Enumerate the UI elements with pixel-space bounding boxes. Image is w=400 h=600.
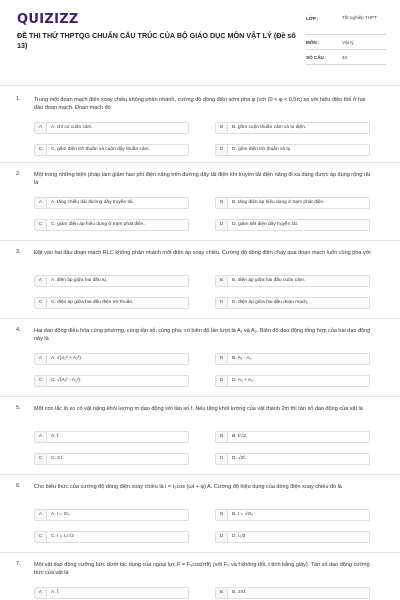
option-c[interactable] — [34, 297, 189, 309]
question-number: 7. — [16, 561, 21, 567]
option-letter: D — [216, 376, 228, 386]
option-text: B. tăng điện áp hiệu dụng ở trạm phát điện. — [232, 200, 325, 205]
option-b[interactable] — [215, 587, 370, 599]
option-letter: B — [216, 510, 228, 520]
option-letter: C — [35, 532, 47, 542]
option-b[interactable] — [215, 353, 370, 365]
option-text: A. tăng chiều dài đường dây truyền tải. — [51, 200, 134, 205]
option-a[interactable] — [34, 587, 189, 599]
option-text: C. 2 f. — [51, 456, 64, 461]
option-text: C. gồm điện trở thuần và cuộn dây thuần cảm. — [51, 147, 150, 152]
option-text: B. A₁ - A₂. — [232, 356, 253, 361]
option-text: C. điện áp giữa hai đầu điện trở thuần. — [51, 300, 134, 305]
option-letter: A — [35, 432, 47, 442]
option-text: B. 2πf. — [232, 590, 247, 595]
option-d[interactable] — [215, 375, 370, 387]
option-text: C. I = I₀/√2 — [51, 534, 74, 539]
question-item — [0, 85, 400, 162]
question-number: 6. — [16, 483, 21, 489]
question-text: Đặt vào hai đầu đoạn mạch RLC không phân nhánh một điện áp xoay chiều. Cường độ dòng điện chạy qua đoạn mạch luôn cùng pha với — [34, 250, 371, 256]
option-text: D. điện áp giữa hai đầu đoạn mạch. — [232, 300, 309, 305]
option-letter: D — [216, 145, 228, 155]
option-letter: B — [216, 276, 228, 286]
question-text: Cho biểu thức của cường độ dòng điện xoay chiều là i = I₀cos (ωt + φ) A. Cường độ hiệu dụng của dòng điện xoay chiều đó là — [34, 484, 342, 490]
option-a[interactable] — [34, 122, 189, 134]
option-letter: A — [35, 588, 47, 598]
question-number: 2. — [16, 171, 21, 177]
option-d[interactable] — [215, 144, 370, 156]
option-letter: D — [216, 532, 228, 542]
meta-value: Vật lý — [342, 40, 354, 45]
option-letter: D — [216, 220, 228, 230]
option-text: C. √(A₁² - A₂²). — [51, 378, 82, 383]
question-number: 4. — [16, 327, 21, 333]
option-letter: B — [216, 354, 228, 364]
option-c[interactable] — [34, 453, 189, 465]
option-letter: D — [216, 298, 228, 308]
option-text: D. √2f. — [232, 456, 247, 461]
option-text: A. I = 2I₀ — [51, 512, 70, 517]
question-text: Trong một đoạn mạch điện xoay chiều không phân nhánh, cường độ dòng điện sớm pha φ (với (0 < φ < 0,5π) so với hiệu điện thế ở hai đầu đoạn mạch. Đoạn mạch đó — [34, 97, 366, 112]
option-text: D. I₀/2 — [232, 534, 246, 539]
option-a[interactable] — [34, 431, 189, 443]
option-d[interactable] — [215, 297, 370, 309]
question-text: Hai dao động điều hòa cùng phương, cùng tần số, cùng pha, có biên độ lần lượt là A₁ và A₂. Biên độ dao động tổng hợp của hai dao động này là — [34, 328, 371, 343]
meta-row-subject — [306, 35, 386, 50]
option-text: D. giảm tiết diện dây truyền tải. — [232, 222, 299, 227]
question-item — [0, 396, 400, 474]
option-b[interactable] — [215, 197, 370, 209]
question-text: Một vật dao động cưỡng bức dưới tác dụng của ngoại lực F = F₀cos(πft) (với F₀ và f không đổi, t tính bằng giây). Tần số dao động cưỡng bức của vật là — [34, 562, 370, 577]
option-a[interactable] — [34, 353, 189, 365]
option-b[interactable] — [215, 122, 370, 134]
option-letter: B — [216, 198, 228, 208]
option-text: C. giảm điện áp hiệu dụng ở trạm phát điện. — [51, 222, 145, 227]
option-c[interactable] — [34, 375, 189, 387]
option-b[interactable] — [215, 275, 370, 287]
question-number: 5. — [16, 405, 21, 411]
option-letter: C — [35, 454, 47, 464]
worksheet-title: ĐỀ THI THỬ THPTQG CHUẨN CẤU TRÚC CỦA BỘ GIÁO DỤC MÔN VẬT LÝ (Đề số 13) — [17, 31, 296, 50]
option-a[interactable] — [34, 275, 189, 287]
meta-key: SỐ CÂU : — [306, 55, 327, 60]
question-text: Một trong những biện pháp làm giảm hao phí điện năng trên đường dây tải điện khi truyền tải điện năng đi xa đang được áp dụng rộng rãi là — [34, 172, 370, 187]
quizizz-logo: QUIZIZZ — [17, 12, 79, 27]
option-letter: C — [35, 298, 47, 308]
option-a[interactable] — [34, 197, 189, 209]
option-letter: A — [35, 198, 47, 208]
option-d[interactable] — [215, 219, 370, 231]
option-text: A. f. — [51, 434, 60, 439]
option-letter: A — [35, 276, 47, 286]
question-item — [0, 318, 400, 396]
option-d[interactable] — [215, 531, 370, 543]
meta-key: MÔN : — [306, 40, 320, 45]
option-text: A. √(A₁² + A₂²). — [51, 356, 83, 361]
question-item — [0, 240, 400, 318]
meta-key: LỚP : — [306, 16, 319, 21]
meta-row-class — [306, 13, 386, 35]
option-text: B. gồm cuộn thuần cảm và tụ điện. — [232, 125, 307, 130]
option-text: D. gồm điện trở thuần và tụ. — [232, 147, 292, 152]
option-letter: C — [35, 220, 47, 230]
question-item — [0, 474, 400, 552]
question-number: 3. — [16, 249, 21, 255]
option-c[interactable] — [34, 531, 189, 543]
option-letter: A — [35, 123, 47, 133]
meta-row-count — [306, 50, 386, 65]
question-item — [0, 552, 400, 600]
option-text: A. f. — [51, 590, 60, 595]
option-c[interactable] — [34, 219, 189, 231]
worksheet-meta — [306, 13, 386, 65]
question-number: 1. — [16, 96, 21, 102]
option-text: B. f/√2. — [232, 434, 248, 439]
option-text: A. chỉ có cuộn cảm. — [51, 125, 93, 130]
option-b[interactable] — [215, 431, 370, 443]
option-letter: A — [35, 510, 47, 520]
option-letter: B — [216, 123, 228, 133]
option-letter: B — [216, 588, 228, 598]
option-letter: A — [35, 354, 47, 364]
option-b[interactable] — [215, 509, 370, 521]
option-c[interactable] — [34, 144, 189, 156]
meta-value: 40 — [342, 55, 348, 60]
option-letter: C — [35, 145, 47, 155]
option-letter: B — [216, 432, 228, 442]
option-text: D. A₁ + A₂. — [232, 378, 255, 383]
option-text: B. I = √2I₀ — [232, 512, 254, 517]
question-item — [0, 162, 400, 240]
option-letter: D — [216, 454, 228, 464]
option-letter: C — [35, 376, 47, 386]
option-d[interactable] — [215, 453, 370, 465]
option-text: B. điện áp giữa hai đầu cuộn cảm. — [232, 278, 306, 283]
meta-value: Tốt nghiệp THPT — [342, 15, 377, 20]
worksheet-header — [0, 0, 400, 80]
option-text: A. điện áp giữa hai đầu tụ. — [51, 278, 108, 283]
question-text: Một con lắc lò xo có vật nặng khối lượng m dao động với tần số f. Nếu tăng khối lượng của vật thành 2m thì tần số dao động của vật là — [34, 406, 363, 412]
option-a[interactable] — [34, 509, 189, 521]
